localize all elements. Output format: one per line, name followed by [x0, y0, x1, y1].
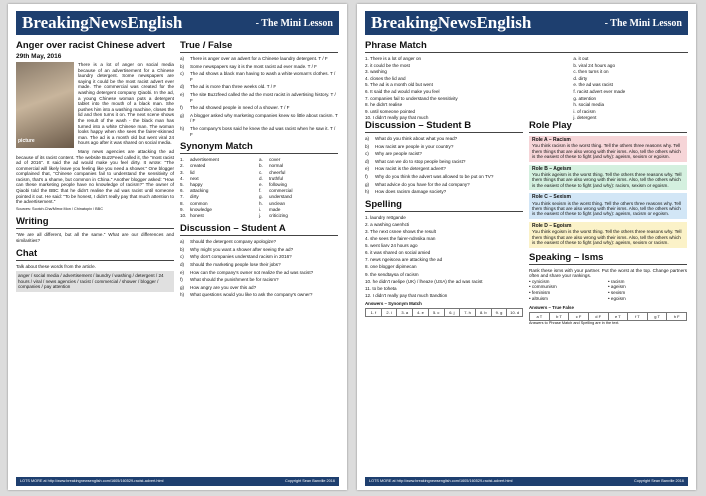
synonym-match-word: normal	[269, 163, 284, 169]
true-false-item	[180, 105, 338, 111]
synonym-number: 5.	[180, 181, 184, 187]
answer-cell: 5. c	[429, 309, 445, 316]
spelling-item: 11. to be toheta	[365, 285, 397, 291]
discussion-question	[180, 292, 338, 298]
item-text: How angry are you over this ad?	[190, 284, 257, 290]
role-card	[529, 165, 687, 191]
answer-cell: 6. j	[445, 309, 461, 316]
article-paragraph-2: Many news agencies are attacking the ad because of its racist content. The website BuzzFeed called it, the "most racist ad of 2016". It said the ad would make you feel dirty. It wrote: "The commercial will likely leave you feeling like you need a shower." One blogger complained that, "Chinese companies fail to understand the sensitivity of racism, that's a shame, but common in China." Another blogger asked: "How can these marketing people have no knowledge of racism?" The owner of Qiaobi told the BBC that he didn't realise the ad was racist until someone pointed it out. He said: "To be honest, I didn't really pay that much attention to the advertisement."	[16, 148, 174, 205]
spelling-item: 10. he didn't raelipe (UK) / lheaze (USA) the ad was racist	[365, 278, 483, 284]
phrase-end: c. then turns it on	[573, 69, 609, 75]
synonym-letter: d.	[259, 175, 263, 181]
answer-cell: b T	[550, 313, 570, 320]
chat-instruction: Talk about these words from the article.	[16, 263, 96, 269]
true-false-item	[180, 64, 338, 70]
item-number: a)	[180, 239, 185, 245]
isms-instruction: Rank these isms with your partner. Put the worst at the top. Change partners often and share your rankings.	[529, 267, 687, 279]
item-text: How can the company's owner not realize the ad was racist?	[190, 269, 314, 275]
answer-cell: 4. e	[413, 309, 429, 316]
item-text: Why do you think the advert was allowed to be put on TV?	[375, 173, 494, 179]
synonym-match-word: understand	[269, 194, 292, 200]
role-text: You think racism is the worst thing. Tell the others three reasons why. Tell them things that are also wrong with their isms. Also, tell the others which is the easiest of these to fight (and why): ageism, sexism or egoism.	[532, 143, 681, 160]
discussion-b-heading: Discussion – Student B	[365, 120, 523, 133]
answers-synonym-row	[365, 308, 523, 317]
right-column	[529, 116, 687, 326]
role-card	[529, 136, 687, 162]
phrase-end: d. dirty	[573, 75, 588, 81]
phrase-start: 9. until someone pointed	[365, 108, 416, 114]
ism-item: • egoism	[608, 296, 626, 302]
item-number: f)	[180, 105, 183, 111]
item-number: h)	[180, 125, 185, 131]
item-text: Why don't companies understand racism in 2016?	[190, 254, 292, 260]
answer-cell: a T	[530, 313, 550, 320]
discussion-question	[180, 270, 338, 276]
discussion-question	[180, 285, 338, 291]
answer-cell: 7. h	[460, 309, 476, 316]
synonym-word: lid	[190, 169, 195, 175]
item-number: f)	[180, 277, 183, 283]
spelling-item: 8. one blogger dipimecan	[365, 264, 417, 270]
synonym-number: 10.	[180, 212, 187, 218]
answer-cell: c F	[569, 313, 589, 320]
synonym-match-word: following	[269, 181, 287, 187]
item-number: g)	[365, 181, 370, 187]
phrase-match-left	[365, 56, 573, 122]
phrase-end: j. detergent	[573, 115, 597, 121]
banner-subtitle: - The Mini Lesson	[255, 18, 333, 29]
item-number: h)	[365, 189, 370, 195]
spelling-item: 12. I didn't really pay that much ttandtion	[365, 292, 448, 298]
ism-item: • feminism	[529, 290, 551, 296]
item-number: b)	[180, 246, 185, 252]
true-false-item	[180, 113, 338, 124]
discussion-question	[365, 174, 523, 180]
article-title: Anger over racist Chinese advert	[16, 40, 165, 51]
ism-item: • communism	[529, 284, 557, 290]
item-text: Should the detergent company apologize?	[190, 239, 277, 245]
role-heading: Role C – Sexism	[532, 194, 571, 201]
role-text: You think egoism is the worst thing. Tell the others three reasons why. Tell them things that are also wrong with their isms. Also, tell the others which is the easiest of these to fight (and why): ageism, sexism or racism.	[532, 229, 682, 246]
synonym-word: next	[190, 175, 199, 181]
role-card	[529, 193, 687, 219]
answer-cell: 10. d	[510, 310, 520, 316]
true-false-item	[180, 71, 338, 82]
spelling-item: 5. went liarv 24 hours ago	[365, 243, 418, 249]
ism-item: • sexism	[608, 290, 626, 296]
synonym-letter: h.	[259, 200, 263, 206]
item-text: How racist are people in your country?	[375, 143, 454, 149]
answers-note: Answers to Phrase Match and Spelling are in the text.	[529, 320, 620, 325]
item-text: What questions would you like to ask the company's owner?	[190, 292, 313, 298]
spelling-item: 9. the sendtaysa of racism	[365, 271, 419, 277]
synonym-number: 7.	[180, 194, 184, 200]
ism-item: • ageism	[608, 284, 626, 290]
isms-heading: Speaking – Isms	[529, 252, 687, 265]
spelling-item: 2. a washing caenhcti	[365, 221, 410, 227]
item-text: How does racism damage society?	[375, 189, 447, 195]
synonym-word: common	[190, 200, 208, 206]
item-text: What advice do you have for the ad company?	[375, 181, 470, 187]
phrase-start: 3. washing	[365, 69, 387, 75]
brand-title: BreakingNewsEnglish	[371, 13, 532, 32]
item-number: h)	[180, 292, 185, 298]
phrase-start: 10. I didn't really pay that much	[365, 115, 429, 121]
discussion-question	[365, 159, 523, 165]
footer-copyright: Copyright Sean Banville 2016	[284, 479, 335, 483]
spelling-item: 6. it was shared on social amied	[365, 250, 431, 256]
synonym-letter: a.	[259, 157, 263, 163]
synonym-heading: Synonym Match	[180, 141, 338, 154]
item-number: b)	[365, 143, 370, 149]
brand-title: BreakingNewsEnglish	[22, 13, 183, 32]
phrase-end: h. social media	[573, 102, 605, 108]
item-text: The site Buzzfeed called the ad the most racist in advertising history. T / F	[190, 91, 336, 103]
item-text: The ad showed people in need of a shower. T / F	[190, 105, 290, 111]
phrase-match-heading: Phrase Match	[365, 40, 688, 53]
worksheet-page-2	[357, 4, 696, 490]
phrase-start: 8. he didn't realise	[365, 102, 403, 108]
phrase-match-right	[573, 56, 688, 122]
footer-link[interactable]: LOTS MORE at http://www.breakingnewsenglish.com/1605/160529-racist-advert.html	[20, 479, 164, 483]
answer-cell: h F	[673, 313, 680, 319]
true-false-heading: True / False	[180, 40, 338, 53]
role-text: You think ageism is the worst thing. Tell the others three reasons why. Tell them things that are also wrong with their isms. Also, tell the others which is the easiest of these to fight (and why): racism, sexism or egoism.	[532, 172, 682, 188]
footer-link[interactable]: LOTS MORE at http://www.breakingnewsenglish.com/1605/160529-racist-advert.html	[369, 479, 513, 483]
synonym-number: 1.	[180, 157, 184, 163]
article-body	[16, 62, 174, 146]
answer-cell: d F	[589, 313, 609, 320]
synonym-letter: e.	[259, 181, 263, 187]
item-number: e)	[365, 166, 370, 172]
synonym-word: happy	[190, 181, 203, 187]
banner-subtitle: - The Mini Lesson	[604, 18, 682, 29]
synonym-match-word: unclean	[269, 200, 286, 206]
phrase-end: a. it out	[573, 56, 589, 61]
isms-list	[529, 279, 687, 302]
item-number: d)	[180, 84, 185, 90]
item-text: The company's boss said he knew the ad was racist when he saw it. T / F	[190, 125, 336, 137]
synonym-word: dirty	[190, 194, 199, 200]
article-date: 29th May, 2016	[16, 53, 62, 60]
synonym-table	[180, 157, 338, 219]
spelling-item: 1. laundry rettgande	[365, 214, 406, 220]
spelling-list	[365, 215, 523, 299]
item-number: g)	[180, 284, 185, 290]
answer-cell: 2. i	[382, 309, 398, 316]
item-number: c)	[180, 71, 184, 77]
footer-copyright: Copyright Sean Banville 2016	[633, 479, 684, 483]
synonym-match-word: cheerful	[269, 169, 286, 175]
ism-item: • cynicism	[529, 278, 550, 284]
ism-item: • racism	[608, 278, 625, 284]
phrase-end: b. viral 24 hours ago	[573, 62, 615, 68]
discussion-question	[180, 239, 338, 245]
item-text: Should the marketing people lose their jobs?	[190, 261, 281, 267]
item-text: The ad shows a black man having to wash a white woman's clothes. T / F	[190, 71, 336, 82]
item-text: How racist is the detergent advert?	[375, 166, 446, 172]
true-false-item	[180, 84, 338, 90]
phrase-end: e. the ad was racist	[573, 82, 613, 88]
answers-tf-label: Answers – True False	[529, 304, 574, 310]
writing-prompt: "We are all different, but all the same." What are our differences and similarities?	[16, 232, 174, 244]
item-number: e)	[180, 269, 185, 275]
item-number: a)	[180, 56, 185, 61]
writing-heading: Writing	[16, 216, 174, 229]
discussion-question	[365, 166, 523, 172]
synonym-word: honest	[190, 212, 204, 218]
true-false-item	[180, 126, 338, 137]
article-photo	[16, 62, 74, 148]
phrase-start: 1. There is a lot of anger on	[365, 56, 422, 61]
left-column	[16, 40, 174, 292]
right-column	[180, 40, 338, 300]
discussion-a-list	[180, 239, 338, 298]
synonym-match-word: truthful	[269, 175, 284, 181]
synonym-number: 8.	[180, 200, 184, 206]
discussion-b-list	[365, 136, 523, 195]
synonym-word: attacking	[190, 188, 209, 194]
answer-cell: 3. a	[397, 309, 413, 316]
phrase-match-grid	[365, 56, 688, 122]
synonym-letter: b.	[259, 163, 263, 169]
phrase-end: f. racist advert ever made	[573, 88, 626, 94]
role-heading: Role B – Ageism	[532, 165, 572, 172]
item-text: What do you think about what you read?	[375, 136, 458, 141]
page-banner	[16, 11, 339, 35]
phrase-start: 5. The ad is a month old but went	[365, 82, 433, 88]
left-column	[365, 116, 523, 317]
synonym-number: 2.	[180, 163, 184, 169]
item-text: There is anger over an advert for a Chinese laundry detergent. T / F	[190, 56, 328, 61]
role-text: You think sexism is the worst thing. Tell the others three reasons why. Tell them things that are also wrong with their isms. Also, tell the others which is the easiest of these to fight (and why): ageism, racism or egoism.	[532, 200, 681, 217]
discussion-question	[365, 189, 523, 195]
answer-cell: 9. g	[492, 309, 508, 316]
discussion-a-heading: Discussion – Student A	[180, 223, 338, 236]
synonym-word: created	[190, 163, 206, 169]
synonym-number: 4.	[180, 175, 184, 181]
synonym-letter: f.	[259, 188, 262, 194]
synonym-number: 3.	[180, 169, 184, 175]
answer-cell: f T	[628, 313, 648, 320]
item-number: g)	[180, 112, 185, 118]
spelling-heading: Spelling	[365, 199, 523, 212]
synonym-number: 6.	[180, 188, 184, 194]
synonym-word: advertisement	[190, 157, 219, 163]
role-heading: Role A – Racism	[532, 137, 571, 143]
synonym-match-word: made	[269, 206, 281, 212]
phrase-start: 7. companies fail to understand the sensitivity	[365, 95, 458, 101]
role-play-cards	[529, 136, 687, 248]
true-false-item	[180, 92, 338, 103]
discussion-question	[180, 247, 338, 253]
synonym-word: knowledge	[190, 206, 212, 212]
discussion-question	[365, 151, 523, 157]
item-number: e)	[180, 91, 185, 97]
phrase-end: i. of racism	[573, 108, 596, 114]
role-heading: Role D – Egoism	[532, 222, 572, 229]
true-false-item	[180, 56, 338, 62]
discussion-question	[180, 262, 338, 268]
answer-cell: e T	[609, 313, 629, 320]
chat-word-box: anger / social media / advertisement / laundry / washing / detergent / 24 hours / viral / news agencies / racist / commercial / shower / blogger / companies / pay attention	[16, 271, 174, 292]
spelling-item: 7. news ngeiscea are attacking the ad	[365, 257, 443, 263]
answer-cell: g T	[648, 313, 668, 320]
item-text: Some newspapers say it is the most racist ad ever made. T / F	[190, 63, 317, 69]
phrase-match-section	[365, 40, 688, 122]
item-number: b)	[180, 63, 185, 69]
photo-caption: picture	[18, 138, 35, 145]
role-play-heading: Role Play	[529, 120, 687, 133]
role-card	[529, 222, 687, 248]
item-text: What should the punishment be for racism?	[190, 277, 279, 283]
synonym-match-word: criticizing	[269, 212, 288, 218]
chat-heading: Chat	[16, 248, 174, 261]
item-number: f)	[365, 173, 368, 179]
answers-tf-row	[529, 312, 687, 321]
phrase-start: 4. closes the lid and	[365, 75, 406, 81]
synonym-letter: c.	[259, 169, 263, 175]
item-number: d)	[365, 158, 370, 164]
synonym-letter: i.	[259, 206, 262, 212]
phrase-start: 2. it could be the most	[365, 62, 410, 68]
discussion-question	[180, 254, 338, 260]
true-false-list	[180, 56, 338, 137]
answer-cell: 8. b	[476, 309, 492, 316]
page-footer	[365, 477, 688, 486]
article-paragraph-1: There is a lot of anger on social media because of an advertisement for a Chinese laundry detergent. Some newspapers are saying it could be the most racist advert ever made. The commercial was created for the washing detergent company Qiaobi. In the ad, a young Chinese woman puts a detergent tablet into the mouth of a black man. She pushes him into a washing machine, closes the lid and then turns it on. The next scene shows the result of the wash - the black man has turned into a white Chinese man. The woman looks happy when she sees the fairer-skinned man. The ad is a month old but went viral 24 hours ago after it was shared on social media.	[78, 62, 175, 146]
item-text: A blogger asked why marketing companies knew so little about racism. T / F	[190, 112, 338, 124]
discussion-question	[365, 144, 523, 150]
item-number: a)	[365, 136, 370, 141]
item-text: The ad is more than three weeks old. T / F	[190, 84, 277, 90]
synonym-letter: g.	[259, 194, 263, 200]
discussion-question	[365, 136, 523, 142]
synonym-number: 9.	[180, 206, 184, 212]
phrase-start: 6. It said the ad would make you feel	[365, 88, 440, 94]
spelling-item: 4. she sees the fairer-ndnsika man	[365, 236, 436, 242]
item-number: d)	[180, 261, 185, 267]
discussion-question	[180, 277, 338, 283]
item-number: c)	[365, 151, 369, 157]
page-footer	[16, 477, 339, 486]
item-text: Why are people racist?	[375, 151, 422, 157]
spelling-item: 3. The next csnee shows the result	[365, 228, 436, 234]
page-banner	[365, 11, 688, 35]
item-text: What can we do to stop people being racist?	[375, 158, 466, 164]
article-sources: Sources: Scotch.Cha/Mirror.Mon / Chinatopix / BBC	[16, 206, 103, 211]
discussion-question	[365, 182, 523, 188]
synonym-letter: j.	[259, 212, 262, 218]
synonym-match-word: commercial	[269, 188, 293, 194]
ism-item: • altruism	[529, 296, 548, 302]
item-number: c)	[180, 254, 184, 260]
worksheet-page-1	[8, 4, 347, 490]
item-text: Why might you want a shower after seeing the ad?	[190, 246, 294, 252]
phrase-end: g. attention	[573, 95, 597, 101]
answer-cell: 1. f	[366, 309, 382, 316]
synonym-match-word: cover	[269, 157, 281, 163]
answers-synonym-label: Answers – Synonym Match	[365, 301, 422, 307]
